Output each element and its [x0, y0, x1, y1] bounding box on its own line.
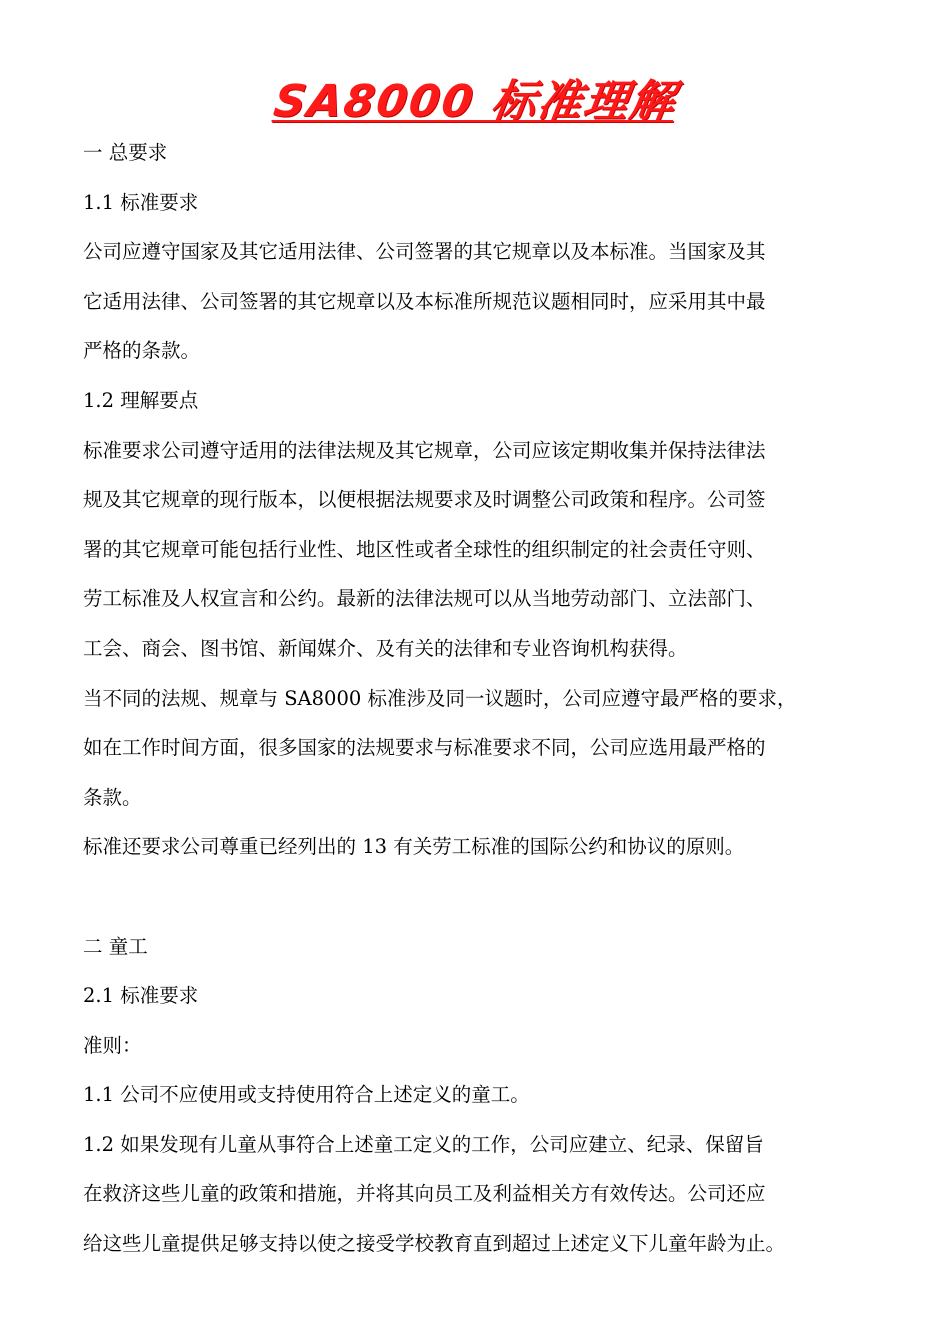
subheading-standard-requirements: 2.1 标准要求: [83, 984, 199, 1008]
criterion-line: 在救济这些儿童的政策和措施，并将其向员工及利益相关方有效传达。公司还应: [83, 1182, 766, 1206]
paragraph-line: 规及其它规章的现行版本，以便根据法规要求及时调整公司政策和程序。公司签: [83, 488, 766, 512]
subheading-key-points: 1.2 理解要点: [83, 388, 199, 412]
paragraph-line: 工会、商会、图书馆、新闻媒介、及有关的法律和专业咨询机构获得。: [83, 636, 688, 660]
blank-line: [83, 872, 883, 922]
criteria-label: 准则：: [83, 1033, 142, 1057]
paragraph-line: 条款。: [83, 785, 142, 809]
criterion-line: 1.2 如果发现有儿童从事符合上述童工定义的工作，公司应建立、纪录、保留旨: [83, 1132, 764, 1156]
criterion-line: 给这些儿童提供足够支持以使之接受学校教育直到超过上述定义下儿童年龄为止。: [83, 1232, 786, 1256]
paragraph-line: 它适用法律、公司签署的其它规章以及本标准所规范议题相同时，应采用其中最: [83, 289, 766, 313]
paragraph-line: 标准还要求公司尊重已经列出的 13 有关劳工标准的国际公约和协议的原则。: [83, 835, 745, 859]
subheading-standard-requirements: 1.1 标准要求: [83, 190, 199, 214]
paragraph-line: 署的其它规章可能包括行业性、地区性或者全球性的组织制定的社会责任守则、: [83, 537, 766, 561]
paragraph-line: 劳工标准及人权宣言和公约。最新的法律法规可以从当地劳动部门、立法部门、: [83, 587, 766, 611]
paragraph-line: 公司应遵守国家及其它适用法律、公司签署的其它规章以及本标准。当国家及其: [83, 240, 766, 264]
paragraph-line: 标准要求公司遵守适用的法律法规及其它规章，公司应该定期收集并保持法律法: [83, 438, 766, 462]
document-title: SA8000 标准理解: [270, 76, 680, 127]
paragraph-line: 严格的条款。: [83, 339, 201, 363]
criterion-line: 1.1 公司不应使用或支持使用符合上述定义的童工。: [83, 1083, 530, 1107]
document-body: [83, 128, 883, 1269]
section-heading-child-labour: 二 童工: [83, 934, 148, 958]
paragraph-line: 如在工作时间方面，很多国家的法规要求与标准要求不同，公司应选用最严格的: [83, 736, 766, 760]
paragraph-line: 当不同的法规、规章与 SA8000 标准涉及同一议题时，公司应遵守最严格的要求，: [83, 686, 797, 710]
section-heading-general-requirements: 一 总要求: [83, 141, 168, 164]
